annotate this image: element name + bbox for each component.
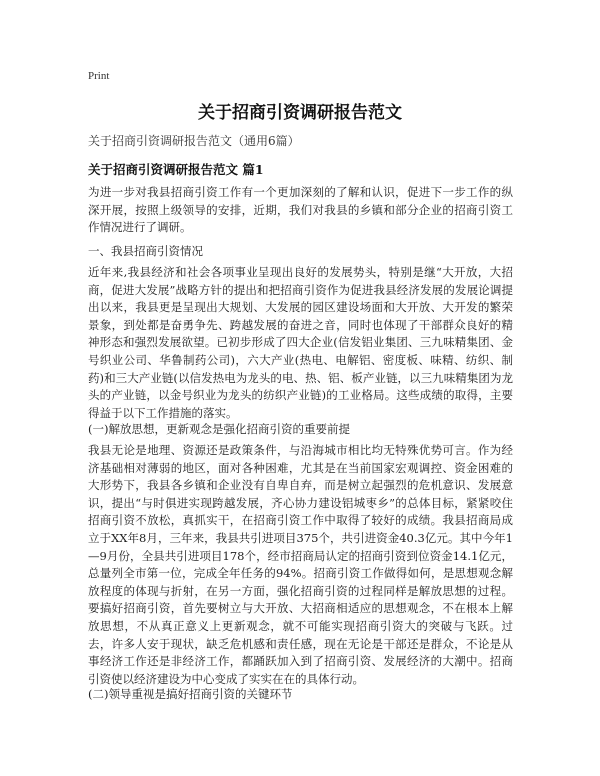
article-heading: 关于招商引资调研报告范文 篇1 [88, 162, 264, 177]
print-label: Print [88, 70, 110, 82]
page-title: 关于招商引资调研报告范文 [198, 103, 402, 123]
subsection-heading: (一)解放思想，更新观念是强化招商引资的重要前提 [88, 422, 350, 436]
subsection-heading-2: (二)领导重视是搞好招商引资的关键环节 [88, 687, 293, 701]
section-paragraph: 近年来,我县经济和社会各项事业呈现出良好的发展势头，特别是继“大开放，大招商，促进大发展”战略方针的提出和把招商引资作为促进我县经济发展的发展论调提出以来，我县更是呈现出大规划、大发展的园区建设场面和大开放、大开发的繁荣景象，到处都是奋勇争先、跨越发展的奋进之音，同时也体现了干部群众良好的精神形态和强烈发展欲望。已初步形成了四大企业(信发铝业集团、三九味精集团、金号织业公司、华鲁制药公司)，六大产业(热电、电解铝、密度板、味精、纺织、制药)和三大产业链(以信发热电为龙头的电、热、铝、板产业链，以三九味精集团为龙头的产业链，以金号织业为龙头的纺织产业链)的工业格局。这些成绩的取得，主要得益于以下工作措施的落实。 [88, 265, 513, 420]
intro-paragraph: 为进一步对我县招商引资工作有一个更加深刻的了解和认识，促进下一步工作的纵深开展，按照上级领导的安排，近期，我们对我县的乡镇和部分企业的招商引资工作情况进行了调研。 [88, 185, 513, 235]
subsection-paragraph: 我县无论是地理、资源还是政策条件，与沿海城市相比均无特殊优势可言。作为经济基础相对薄弱的地区，面对各种困难，尤其是在当前国家宏观调控、资金困难的大形势下，我县各乡镇和企业没有自卑自弃，而是树立起强烈的危机意识、发展意识，提出“与时俱进实现跨越发展，齐心协力建设铝城枣乡”的总体目标，紧紧咬住招商引资不放松，真抓实干，在招商引资工作中取得了较好的成绩。我县招商局成立于XX年8月，三年来，我县共引进项目375个，共引进资金40.3亿元。其中今年1—9月份，全县共引进项目178个，经市招商局认定的招商引资到位资金14.1亿元，总量列全市第一位，完成全年任务的94%。招商引资工作做得如何，是思想观念解放程度的体现与折射，在另一方面，强化招商引资的过程同样是解放思想的过程。要搞好招商引资，首先要树立与大开放、大招商相适应的思想观念，不在根本上解放思想，不从真正意义上更新观念，就不可能实现招商引资大的突破与飞跃。过去，许多人安于现状，缺乏危机感和责任感，现在无论是干部还是群众，不论是从事经济工作还是非经济工作，都踊跃加入到了招商引资、发展经济的大潮中。招商引资使以经济建设为中心变成了实实在在的具体行动。 [88, 443, 513, 686]
section-heading: 一、我县招商引资情况 [88, 244, 203, 258]
document-subtitle: 关于招商引资调研报告范文（通用6篇） [88, 134, 300, 148]
